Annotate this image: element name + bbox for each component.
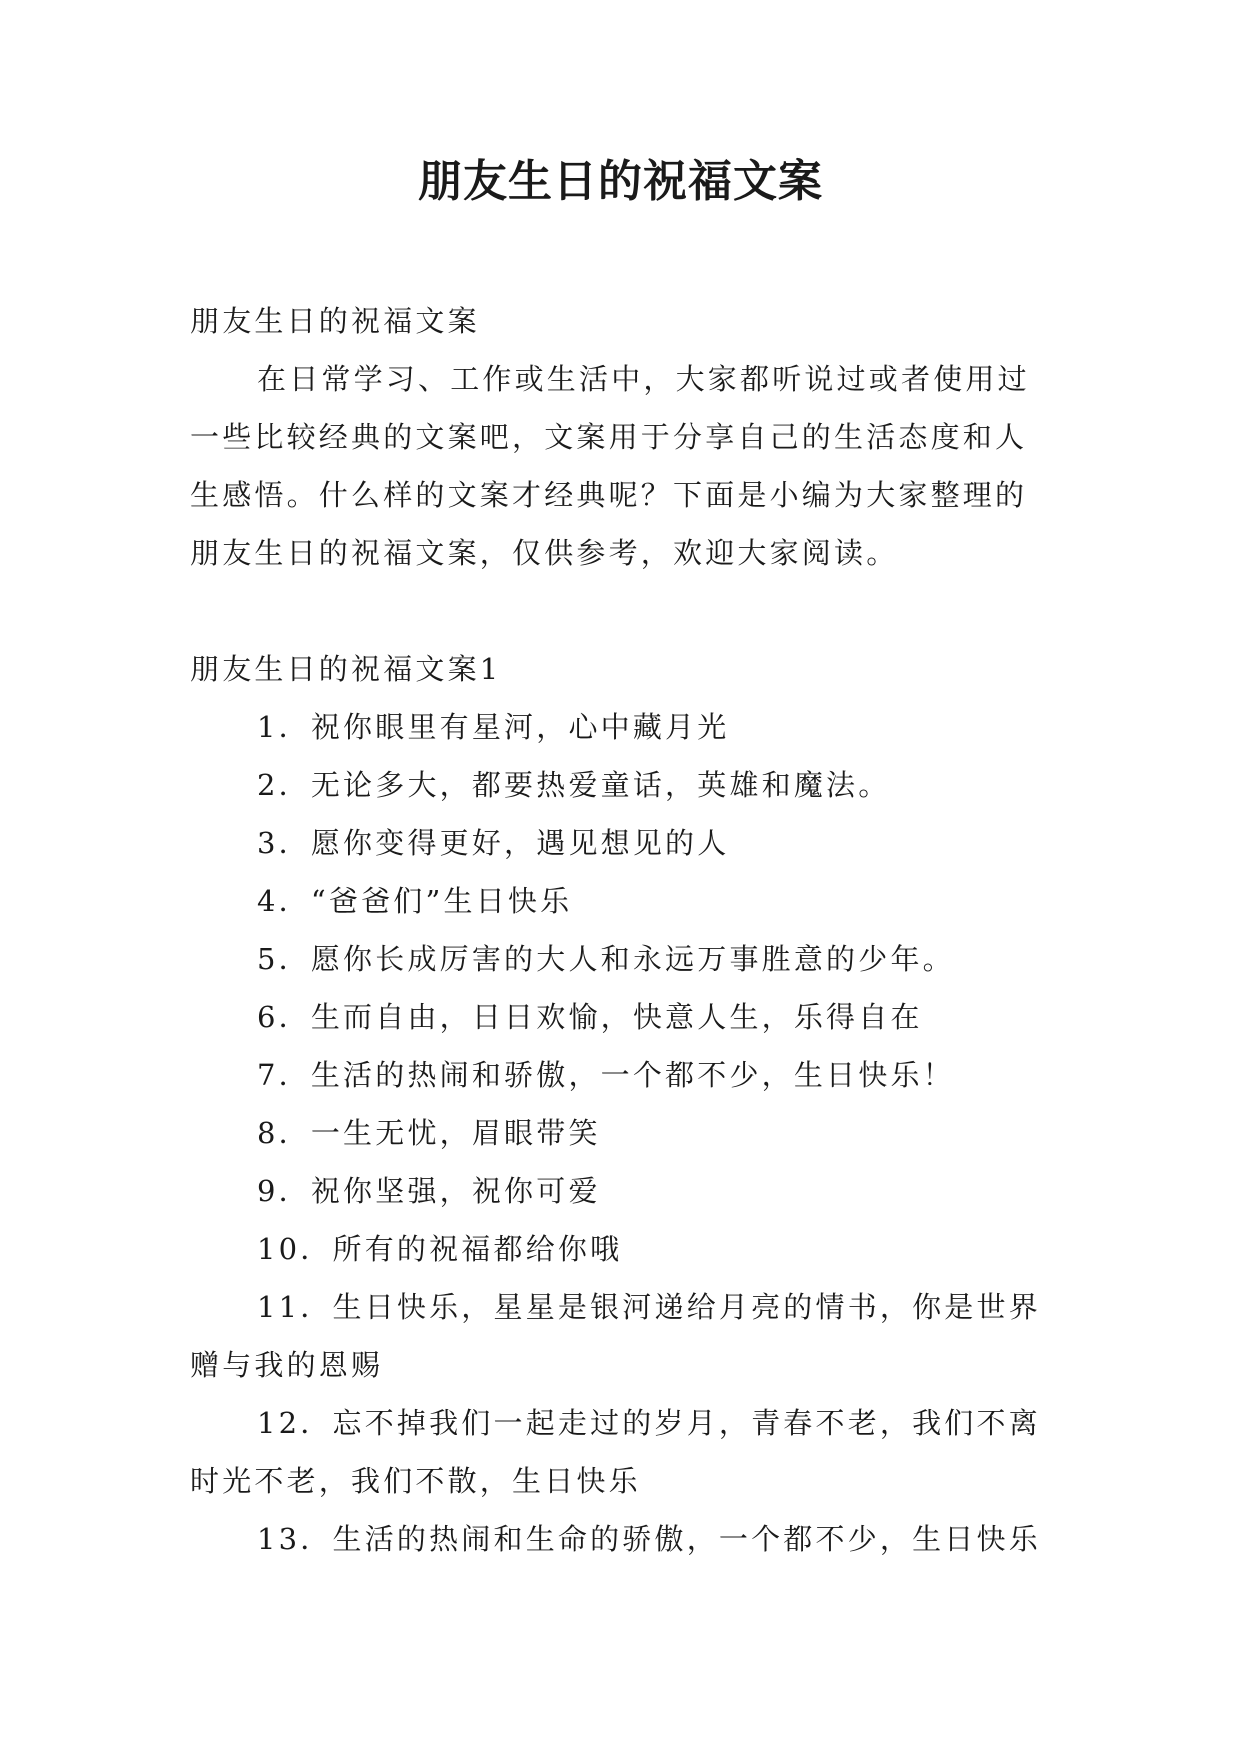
list-item: 5．愿你长成厉害的大人和永远万事胜意的少年。 <box>257 942 955 976</box>
document-title: 朋友生日的祝福文案 <box>418 156 823 207</box>
list-item: 10．所有的祝福都给你哦 <box>257 1232 623 1266</box>
list-item: 1．祝你眼里有星河，心中藏月光 <box>257 710 730 744</box>
document-body <box>190 292 1055 1568</box>
list-item: 6．生而自由，日日欢愉，快意人生，乐得自在 <box>257 1000 923 1034</box>
list-item: 7．生活的热闹和骄傲，一个都不少，生日快乐！ <box>257 1058 955 1092</box>
list-item: 12．忘不掉我们一起走过的岁月，青春不老，我们不离时光不老，我们不散，生日快乐 <box>190 1406 1041 1498</box>
list-item: 8．一生无忧，眉眼带笑 <box>257 1116 601 1150</box>
section-heading: 朋友生日的祝福文案1 <box>190 652 502 686</box>
list-item: 4．“爸爸们”生日快乐 <box>257 884 573 918</box>
paragraph-gap <box>190 582 1055 640</box>
intro-paragraph: 在日常学习、工作或生活中，大家都听说过或者使用过一些比较经典的文案吧，文案用于分享自己的生活态度和人生感悟。什么样的文案才经典呢？下面是小编为大家整理的朋友生日的祝福文案，仅供参考，欢迎大家阅读。 <box>190 362 1030 570</box>
document-subtitle: 朋友生日的祝福文案 <box>190 304 480 338</box>
list-item: 2．无论多大，都要热爱童话，英雄和魔法。 <box>257 768 891 802</box>
list-item: 3．愿你变得更好，遇见想见的人 <box>257 826 730 860</box>
list-item: 9．祝你坚强，祝你可爱 <box>257 1174 601 1208</box>
list-item: 13．生活的热闹和生命的骄傲，一个都不少，生日快乐 <box>257 1522 1041 1556</box>
list-item: 11．生日快乐，星星是银河递给月亮的情书，你是世界赠与我的恩赐 <box>190 1290 1041 1382</box>
